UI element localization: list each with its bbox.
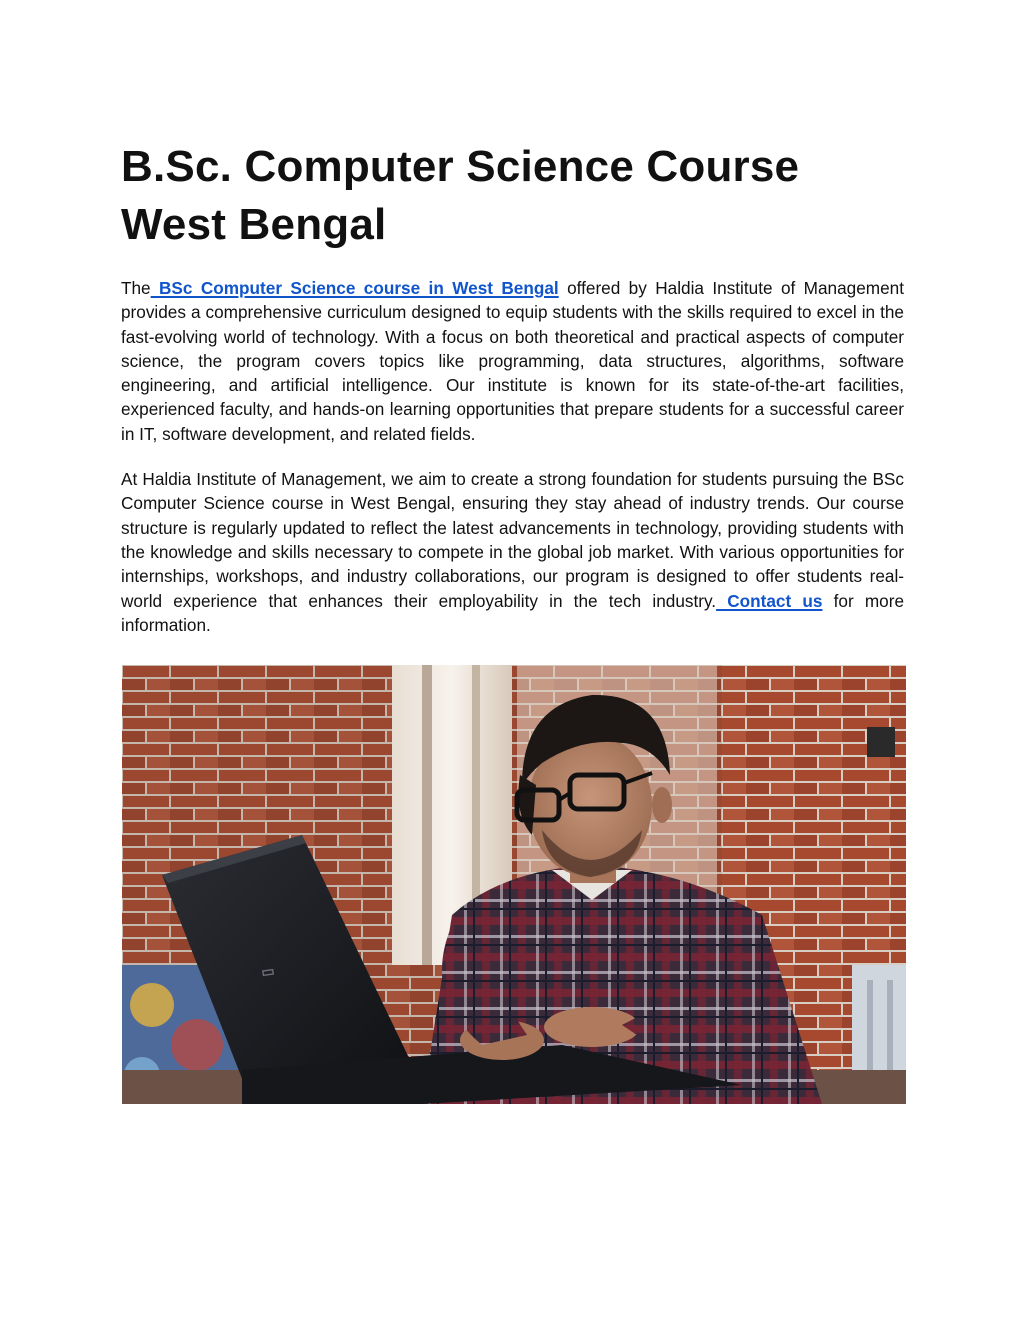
second-paragraph	[121, 467, 904, 637]
bsc-course-link[interactable]: BSc Computer Science course in West Bengal	[150, 278, 559, 298]
student-laptop-photo	[122, 665, 906, 1104]
contact-us-link[interactable]: Contact us	[716, 590, 823, 611]
document-page	[121, 138, 904, 637]
page-title: B.Sc. Computer Science Course West Bengal	[121, 142, 800, 249]
svg-text:▭: ▭	[260, 962, 276, 980]
intro-prefix: The	[121, 278, 151, 298]
intro-body: offered by Haldia Institute of Management provides a comprehensive curriculum designed to equip students with the skills required to excel in the fast-evolving world of technology. With a focus on both theoretical and practical aspects of computer science, the program covers topics like programming, data structures, algorithms, software engineering, and artificial intelligence. Our institute is known for its state-of-the-art facilities, experienced faculty, and hands-on learning opportunities that prepare students for a successful career in IT, software development, and related fields.	[121, 278, 904, 444]
intro-paragraph	[121, 276, 904, 446]
second-body: At Haldia Institute of Management, we aim to create a strong foundation for students pursuing the BSc Computer Science course in West Bengal, ensuring they stay ahead of industry trends. Our course structure is regularly updated to reflect the latest advancements in technology, providing students with the knowledge and skills necessary to compete in the global job market. With various opportunities for internships, workshops, and industry collaborations, our program is designed to offer students real-world experience that enhances their employability in the tech industry.	[121, 469, 904, 611]
second-suffix: for more information.	[121, 590, 904, 635]
